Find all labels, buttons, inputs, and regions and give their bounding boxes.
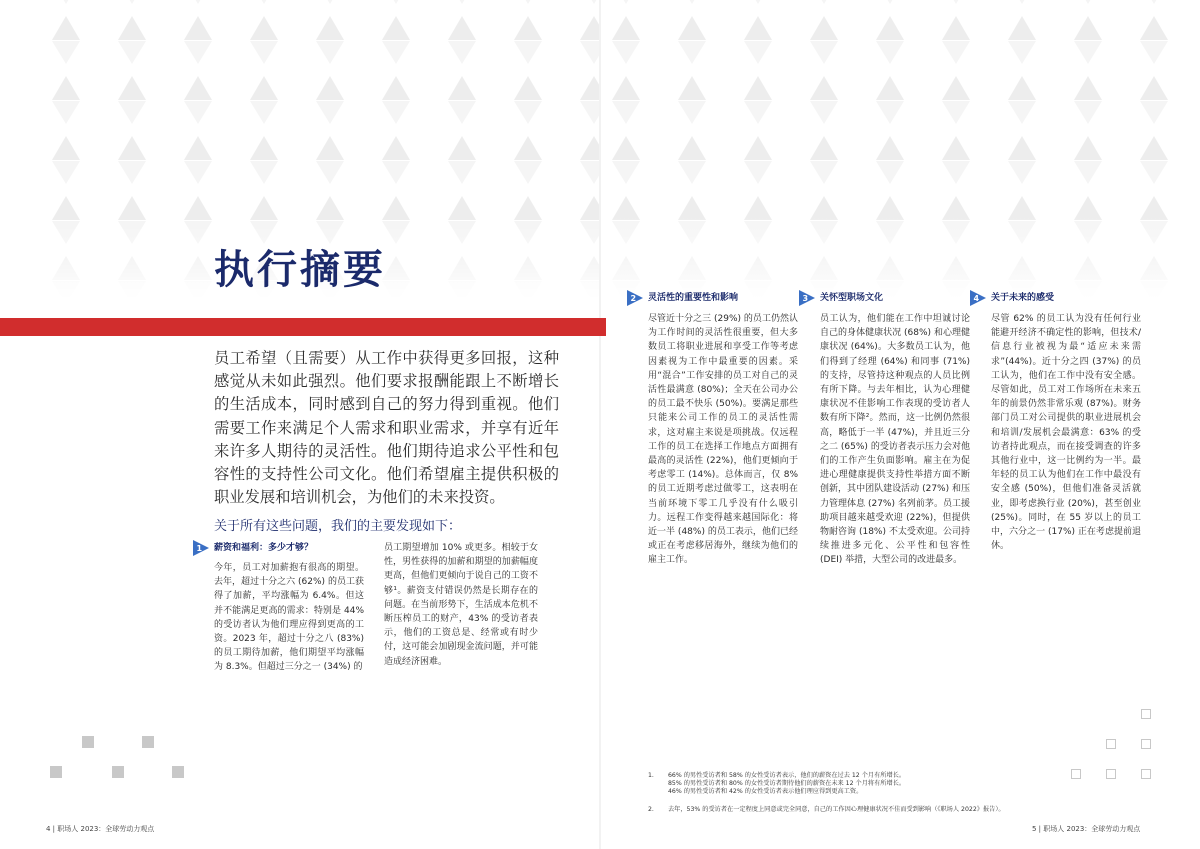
decor-square-outline: [1141, 739, 1151, 749]
section-3-heading: 关怀型职场文化: [820, 293, 884, 303]
page-footer-left: 4 | 职场人 2023：全球劳动力观点: [46, 825, 155, 833]
footnote-1-line: 66% 的男性受访者和 58% 的女性受访者表示，他们的薪资在过去 12 个月有所增长。: [668, 772, 906, 779]
page-footer-right: 5 | 职场人 2023：全球劳动力观点: [1032, 825, 1141, 833]
footnote-2-line: 去年，53% 的受访者在一定程度上同意或完全同意，自己的工作因心理健康状况不佳而受到影响（《职场人 2022》报告）。: [668, 806, 1005, 813]
section-1-heading: 薪资和福利：多少才够？: [214, 543, 314, 553]
triangle-pattern-right: [600, 0, 1200, 300]
section-3-body: 员工认为，他们能在工作中坦诚讨论自己的身体健康状况 (68%) 和心理健康状况 (64%)。大多数员工认为，他们得到了经理 (64%) 和同事 (71%) 的支持，尽管持这种观点的人员比例有所下降。与去年相比，认为心理健康状况不佳影响工作表现的受访者人数有所下降²。然而，这一比例仍然很高，略低于一半 (47%)，并且近三分之二 (65%) 的受访者表示压力会对他们的工作产生负面影响。雇主在为促进心理健康提供支持性举措方面不断创新，其中团队建设活动 (27%) 和压力管理体息 (27%) 名列前茅。员工援助项目越来越受欢迎 (22%)，但提供物耐咨询 (18%) 不太受欢迎。公司持续推进多元化、公平性和包容性 (DEI) 举措，大型公司的改进最多。: [820, 314, 970, 566]
decor-square: [142, 736, 154, 748]
svg-text:2: 2: [630, 294, 637, 303]
svg-text:1: 1: [196, 544, 203, 553]
section-2-heading: 灵活性的重要性和影响: [648, 293, 739, 303]
section-1-col-a: 今年，员工对加薪抱有很高的期望。去年，超过十分之六 (62%) 的员工获得了加薪，平均涨幅为 6.4%。但这并不能满足更高的需求：特别是 44% 的受访者认为他们理应得到更高的工资。2023 年，超过十分之八 (83%) 的员工期待加薪，他们期望平均涨幅为 8.3%。但超过三分之一 (34%) 的: [214, 563, 364, 673]
svg-text:4: 4: [973, 294, 980, 303]
decor-square: [50, 766, 62, 778]
footnote-2: [668, 806, 1148, 814]
intro-paragraph: 员工希望（且需要）从工作中获得更多回报，这种感觉从未如此强烈。他们要求报酬能跟上不断增长的生活成本，同时感到自己的努力得到重视。他们需要工作来满足个人需求和职业需求，并享有近年来许多人期待的灵活性。他们期待追求公平性和包容性的支持性公司文化。他们希望雇主提供积极的职业发展和培训机会，为他们的未来投资。: [214, 349, 559, 507]
section-1-col-b: 员工期望增加 10% 或更多。相较于女性，男性获得的加薪和期望的加薪幅度更高，但他们更倾向于说自己的工资不够¹。薪资支付错误仍然是长期存在的问题。在当前形势下，生活成本危机不断压榨员工的财产，43% 的受访者表示，他们的工资总是、经常或有时少付，这可能会加剧现金流问题，并可能造成经济困难。: [384, 543, 538, 667]
section-2-body: 尽管近十分之三 (29%) 的员工仍然认为工作时间的灵活性很重要，但大多数员工将职业进展和享受工作等考虑因素视为工作中最重要的因素。采用“混合”工作安排的员工对自己的灵活性最满意 (80%)；全天在公司办公的员工最不快乐 (50%)。要满足那些只能来公司工作的员工的灵活性需求，这对雇主来说是项挑战。仅远程工作的员工在选择工作地点方面拥有最高的灵活性 (22%)，他们更倾向于考虑零工 (14%)。总体而言，仅 8% 的员工近期考虑过做零工，这表明在当前环境下零工几乎没有什么吸引力。远程工作变得越来越国际化：将近一半 (48%) 的员工表示，他们已经或正在考虑移居海外，继续为他们的雇主工作。: [648, 314, 798, 566]
decor-square: [112, 766, 124, 778]
page-gutter: [599, 0, 601, 849]
red-accent-bar: [0, 318, 606, 336]
decor-square: [82, 736, 94, 748]
decor-square: [172, 766, 184, 778]
section-4-body: 尽管 62% 的员工认为没有任何行业能避开经济不确定性的影响，但技术/信息行业被视为最“适应未来需求”(44%)。近十分之四 (37%) 的员工认为，他们在工作中没有安全感。尽管如此，员工对工作场所在未来五年的前景仍然非常乐观 (87%)。财务部门员工对公司提供的职业进展机会和培训/发展机会最满意：63% 的受访者持此观点，而在接受调查的许多其他行业中，这一比例约为一半。最年轻的员工认为他们在工作中最没有安全感 (50%)，但他们准备灵活就业，即考虑换行业 (20%)，甚至创业 (25%)。同时，在 55 岁以上的员工中，六分之一 (17%) 正在考虑提前退休。: [991, 314, 1141, 552]
section-1-marker-icon: [193, 540, 209, 556]
footnote-1-line: 46% 的男性受访者和 42% 的女性受访者表示他们理应得到更高工资。: [668, 788, 863, 795]
page-title: 执行摘要: [214, 247, 386, 293]
decor-square-outline: [1106, 769, 1116, 779]
section-2-marker-icon: [627, 290, 643, 306]
section-4-marker-icon: [970, 290, 986, 306]
footnote-1-line: 85% 的男性受访者和 80% 的女性受访者期待他们的薪资在未来 12 个月将有所增长。: [668, 780, 906, 787]
svg-text:3: 3: [802, 294, 809, 303]
footnote-1: [668, 772, 1128, 796]
footnote-1-number: 1.: [648, 772, 654, 779]
section-3-marker-icon: [799, 290, 815, 306]
decor-square-outline: [1071, 769, 1081, 779]
decor-square-outline: [1106, 739, 1116, 749]
section-4-heading: 关于未来的感受: [991, 293, 1055, 303]
findings-lead: 关于所有这些问题，我们的主要发现如下：: [214, 519, 462, 534]
decor-square-outline: [1141, 709, 1151, 719]
footnote-2-number: 2.: [648, 806, 654, 813]
decor-square-outline: [1141, 769, 1151, 779]
